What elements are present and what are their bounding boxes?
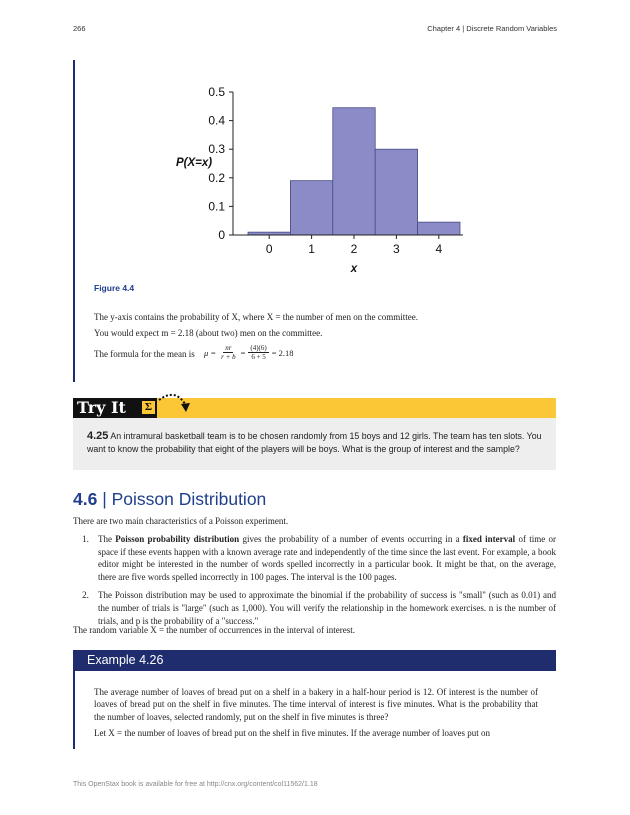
example-solution-start: Let X = the number of loaves of bread put on the shelf in five minutes. If the average number of loaves put on xyxy=(94,728,490,738)
dotted-arrow-icon xyxy=(155,390,195,418)
formula-fraction-1 xyxy=(219,344,237,361)
list-item xyxy=(73,589,556,627)
list-text: The Poisson probability distribution gives the probability of a number of events occurring in a fixed interval of time or space if these events happen with a known average rate and independently of the time since the last event. For example, a book editor might be interested in the number of words spelled incorrectly in a particular book. It might be that, on the average, there are five words spelled incorrectly in 100 pages. The interval is the 100 pages. xyxy=(98,534,556,582)
list-number: 1. xyxy=(82,534,89,544)
y-tick-label: 0.4 xyxy=(208,113,225,128)
formula-frac2-num: (4)(6) xyxy=(250,344,267,352)
y-tick-label: 0.1 xyxy=(208,199,225,214)
formula-frac1-den: r + b xyxy=(221,353,236,361)
list-text: The Poisson distribution may be used to approximate the binomial if the probability of success is "small" (such as 0.01) and the number of trials is "large" (such as 1,000). You will verify the relationship in the homework exercises. n is the number of trials, and p is the probability of a "success." xyxy=(98,590,556,626)
formula-result: = 2.18 xyxy=(271,347,294,358)
y-tick-label: 0.2 xyxy=(208,170,225,185)
example-accent xyxy=(73,671,75,749)
section-number: 4.6 xyxy=(73,489,98,509)
term-fixed-interval: fixed interval xyxy=(462,534,516,544)
try-it-exercise xyxy=(87,430,547,456)
chapter-header: Chapter 4 | Discrete Random Variables xyxy=(427,24,557,33)
x-tick-label: 4 xyxy=(435,242,443,256)
x-axis-label: x xyxy=(350,263,358,275)
footer-note: This OpenStax book is available for free at http://cnx.org/content/col11562/1.18 xyxy=(73,781,318,788)
characteristics-list xyxy=(73,533,556,633)
exercise-number: 4.25 xyxy=(87,430,109,442)
histogram-bar xyxy=(333,108,375,235)
list-number: 2. xyxy=(82,590,89,601)
exercise-text: An intramural basketball team is to be chosen randomly from 15 boys and 12 girls. The team has ten slots. You want to know the probability that eight of the players will be boys. What is the group of interest and the sample? xyxy=(87,431,542,454)
page-number: 266 xyxy=(73,24,86,33)
mean-formula xyxy=(204,344,294,361)
x-tick-label: 0 xyxy=(265,242,273,256)
sigma-icon: Σ xyxy=(142,401,155,414)
list-item xyxy=(73,533,556,583)
term-poisson-distribution: Poisson probability distribution xyxy=(115,534,240,544)
y-tick-label: 0 xyxy=(218,228,225,242)
y-axis-label: P(X=x) xyxy=(175,157,213,169)
section-separator: | xyxy=(102,489,107,509)
y-tick-label: 0.5 xyxy=(208,85,225,99)
figure-caption: Figure 4.4 xyxy=(94,283,135,293)
try-it-label: Try It xyxy=(77,398,126,417)
formula-mu: μ = xyxy=(204,347,217,358)
formula-fraction-2 xyxy=(248,344,268,361)
probability-histogram xyxy=(150,78,480,278)
x-tick-label: 3 xyxy=(393,242,400,256)
explanation-expected: You would expect m = 2.18 (about two) men on the committee. xyxy=(94,328,323,338)
section-intro: There are two main characteristics of a Poisson experiment. xyxy=(73,516,289,526)
histogram-bar xyxy=(375,149,417,235)
explanation-formula-lead: The formula for the mean is xyxy=(94,349,195,359)
section-heading xyxy=(73,489,266,510)
x-tick-label: 1 xyxy=(308,242,315,256)
example-title: Example 4.26 xyxy=(87,653,164,667)
explanation-y-axis: The y-axis contains the probability of X, where X = the number of men on the committee. xyxy=(94,312,418,322)
histogram-bar xyxy=(418,222,460,235)
random-variable-definition: The random variable X = the number of occurrences in the interval of interest. xyxy=(73,625,355,635)
formula-frac2-den: 6 + 5 xyxy=(251,353,266,361)
example-problem: The average number of loaves of bread put on a shelf in a bakery in a half-hour period is 12. Of interest is the number of loaves of bread put on the shelf in five minutes. The time interval of interest is five minutes. What is the probability that the number of loaves, selected randomly, put on the shelf in five minutes is three? xyxy=(94,687,538,722)
histogram-bar xyxy=(290,181,332,235)
x-tick-label: 2 xyxy=(350,242,358,256)
figure-block-accent xyxy=(73,60,75,382)
formula-equals: = xyxy=(240,347,246,358)
y-tick-label: 0.3 xyxy=(208,142,225,157)
section-title: Poisson Distribution xyxy=(111,489,267,509)
formula-frac1-num: nr xyxy=(225,344,232,352)
